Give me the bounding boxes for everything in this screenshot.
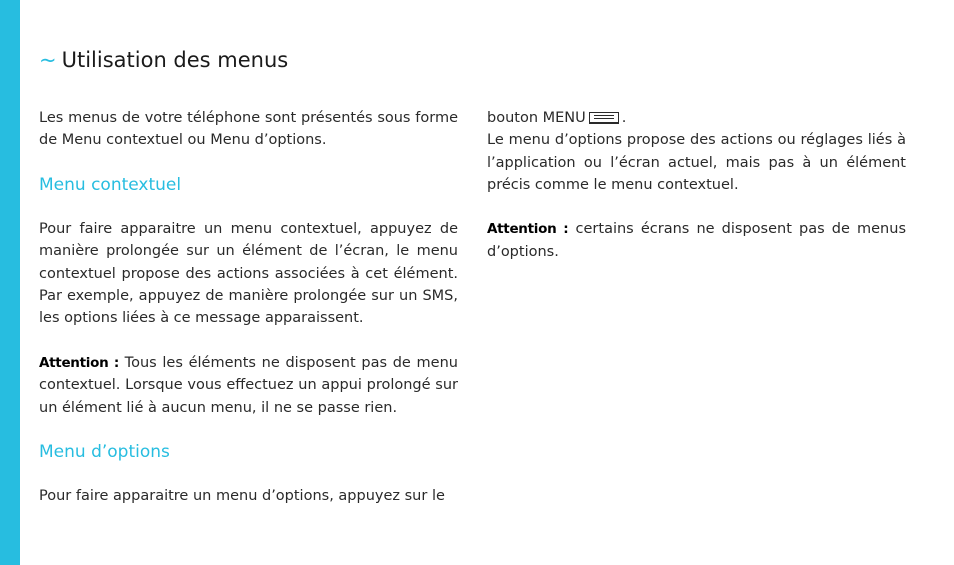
title-text: Utilisation des menus bbox=[61, 48, 289, 72]
section-heading-context-menu: Menu contextuel bbox=[39, 174, 182, 195]
intro-paragraph: Les menus de votre téléphone sont présentés sous forme de Menu contextuel ou Menu d’options. bbox=[39, 110, 458, 149]
spacer bbox=[39, 463, 458, 485]
spacer bbox=[39, 330, 458, 352]
attention-text: Tous les éléments ne disposent pas de menu contextuel. Lorsque vous effectuez un appui prolongé sur un élément lié à aucun menu, il ne se passe rien. bbox=[39, 354, 458, 416]
spacer bbox=[487, 196, 906, 218]
page-title bbox=[39, 46, 288, 74]
menu-button-line bbox=[487, 107, 906, 129]
spacer bbox=[39, 419, 458, 441]
options-menu-paragraph: Pour faire apparaitre un menu d’options, appuyez sur le bbox=[39, 488, 445, 505]
attention-text: certains écrans ne disposent pas de menus d’options. bbox=[487, 221, 906, 260]
attention-paragraph-right bbox=[487, 218, 906, 263]
title-tilde: ~ bbox=[39, 48, 57, 72]
context-menu-paragraph: Pour faire apparaitre un menu contextuel, appuyez de manière prolongée sur un élément de l’écran, le menu contextuel propose des actions associées à cet élément. Par exemple, appuyez de manière prolongée sur un SMS, les options liées à ce message apparaissent. bbox=[39, 221, 458, 327]
menu-line-suffix: . bbox=[621, 110, 627, 126]
side-accent-bar bbox=[0, 0, 20, 565]
section-heading-options-menu: Menu d’options bbox=[39, 442, 170, 463]
attention-paragraph-left bbox=[39, 352, 458, 419]
right-column bbox=[487, 107, 906, 263]
options-description-paragraph: Le menu d’options propose des actions ou réglages liés à l’application ou l’écran actuel, mais pas à un élément précis comme le menu contextuel. bbox=[487, 132, 906, 193]
spacer bbox=[39, 152, 458, 174]
attention-label: Attention : bbox=[39, 354, 119, 371]
menu-line-prefix: bouton MENU bbox=[487, 110, 586, 126]
menu-button-icon bbox=[589, 112, 619, 124]
left-column bbox=[39, 107, 458, 508]
spacer bbox=[39, 196, 458, 218]
attention-label: Attention : bbox=[487, 221, 569, 238]
